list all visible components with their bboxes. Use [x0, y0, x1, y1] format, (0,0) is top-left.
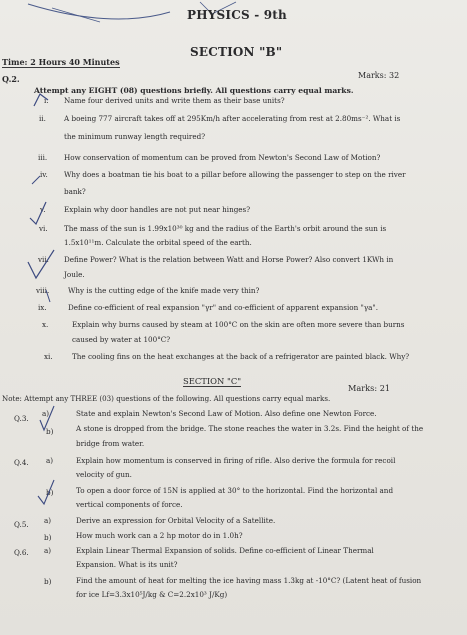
- part-label: b): [44, 577, 52, 586]
- part-text: To open a door force of 15N is applied at 30° to the horizontal. Find the horizontal and: [76, 486, 394, 495]
- question-number: Q.6.: [14, 548, 29, 557]
- subject-title: PHYSICS - 9th: [187, 8, 287, 22]
- time-label: Time: 2 Hours 40 Minutes: [2, 57, 120, 67]
- q2-item-num: ix.: [38, 303, 47, 312]
- q2-item-text: Why does a boatman tie his boat to a pillar before allowing the passenger to step on the river: [64, 170, 406, 179]
- q2-item-num: vi.: [39, 224, 48, 233]
- q2-item-num: v.: [40, 205, 46, 214]
- part-label: b): [46, 427, 54, 436]
- part-text: for ice Lf=3.3x10⁵J/kg & C=2.2x10³ J/Kg): [76, 590, 228, 599]
- part-text: Find the amount of heat for melting the ice having mass 1.3kg at -10°C? (Latent heat of fusion: [76, 576, 422, 585]
- section-b-title: SECTION "B": [190, 45, 283, 59]
- part-label: b): [46, 488, 54, 497]
- q2-item-text: The mass of the sun is 1.99x10³⁰ kg and the radius of the Earth's orbit around the sun is: [64, 224, 387, 233]
- part-label: a): [44, 546, 52, 555]
- q2-item-text: How conservation of momentum can be proved from Newton's Second Law of Motion?: [64, 153, 381, 162]
- q2-item-num: vii.: [38, 255, 49, 264]
- q2-item-text: Name four derived units and write them as their base units?: [64, 96, 285, 105]
- part-text: Expansion. What is its unit?: [76, 560, 178, 569]
- section-c-note: Note: Attempt any THREE (03) questions of the following. All questions carry equal marks.: [2, 394, 331, 403]
- question-number: Q.5.: [14, 520, 29, 529]
- q2-item-text: Explain why door handles are not put near hinges?: [64, 205, 251, 214]
- question-number: Q.3.: [14, 414, 29, 423]
- marks-b-label: Marks: 32: [358, 71, 400, 80]
- q2-item-text: Why is the cutting edge of the knife made very thin?: [68, 286, 260, 295]
- part-text: bridge from water.: [76, 439, 145, 448]
- q2-item-text: 1.5x10¹¹m. Calculate the orbital speed of the earth.: [64, 238, 252, 247]
- q2-item-text: Joule.: [64, 270, 85, 279]
- part-label: a): [44, 516, 52, 525]
- q2-item-text: The cooling fins on the heat exchanges at the back of a refrigerator are painted black. Why?: [72, 352, 410, 361]
- part-text: Explain how momentum is conserved in firing of rifle. Also derive the formula for recoil: [76, 456, 396, 465]
- section-c-title: SECTION "C": [183, 376, 242, 386]
- part-text: Derive an expression for Orbital Velocity of a Satellite.: [76, 516, 276, 525]
- pen-tick-marks-c: [0, 400, 80, 510]
- part-text: State and explain Newton's Second Law of Motion. Also define one Newton Force.: [76, 409, 377, 418]
- q2-instruction: Attempt any EIGHT (08) questions briefly. All questions carry equal marks.: [34, 86, 354, 95]
- q2-item-num: iv.: [40, 170, 48, 179]
- q2-item-num: ii.: [39, 114, 46, 123]
- q2-item-num: viii.: [36, 286, 50, 295]
- q2-item-text: caused by water at 100°C?: [72, 335, 171, 344]
- q2-item-text: bank?: [64, 187, 86, 196]
- q2-item-text: A boeing 777 aircraft takes off at 295Km/h after accelerating from rest at 2.80ms⁻². What is: [64, 114, 401, 123]
- q2-item-num: iii.: [38, 153, 48, 162]
- q2-item-num: i.: [44, 96, 49, 105]
- part-text: velocity of gun.: [76, 470, 132, 479]
- q2-label: Q.2.: [2, 74, 20, 84]
- part-text: Explain Linear Thermal Expansion of solids. Define co-efficient of Linear Thermal: [76, 546, 374, 555]
- pen-tick-marks: [0, 90, 120, 370]
- part-label: a): [46, 456, 54, 465]
- q2-item-text: Define co-efficient of real expansion "γr" and co-efficient of apparent expansion "γa".: [68, 303, 378, 312]
- part-text: vertical components of force.: [76, 500, 183, 509]
- q2-item-num: xi.: [44, 352, 53, 361]
- marks-c-label: Marks: 21: [348, 383, 391, 393]
- part-label: a): [42, 409, 50, 418]
- q2-item-text: the minimum runway length required?: [64, 132, 206, 141]
- part-label: b): [44, 533, 52, 542]
- q2-item-num: x.: [42, 320, 49, 329]
- q2-item-text: Explain why burns caused by steam at 100°C on the skin are often more severe than burns: [72, 320, 405, 329]
- q2-item-text: Define Power? What is the relation between Watt and Horse Power? Also convert 1KWh in: [64, 255, 394, 264]
- part-text: A stone is dropped from the bridge. The stone reaches the water in 3.2s. Find the height of the: [76, 424, 424, 433]
- part-text: How much work can a 2 hp motor do in 1.0h?: [76, 531, 243, 540]
- question-number: Q.4.: [14, 458, 29, 467]
